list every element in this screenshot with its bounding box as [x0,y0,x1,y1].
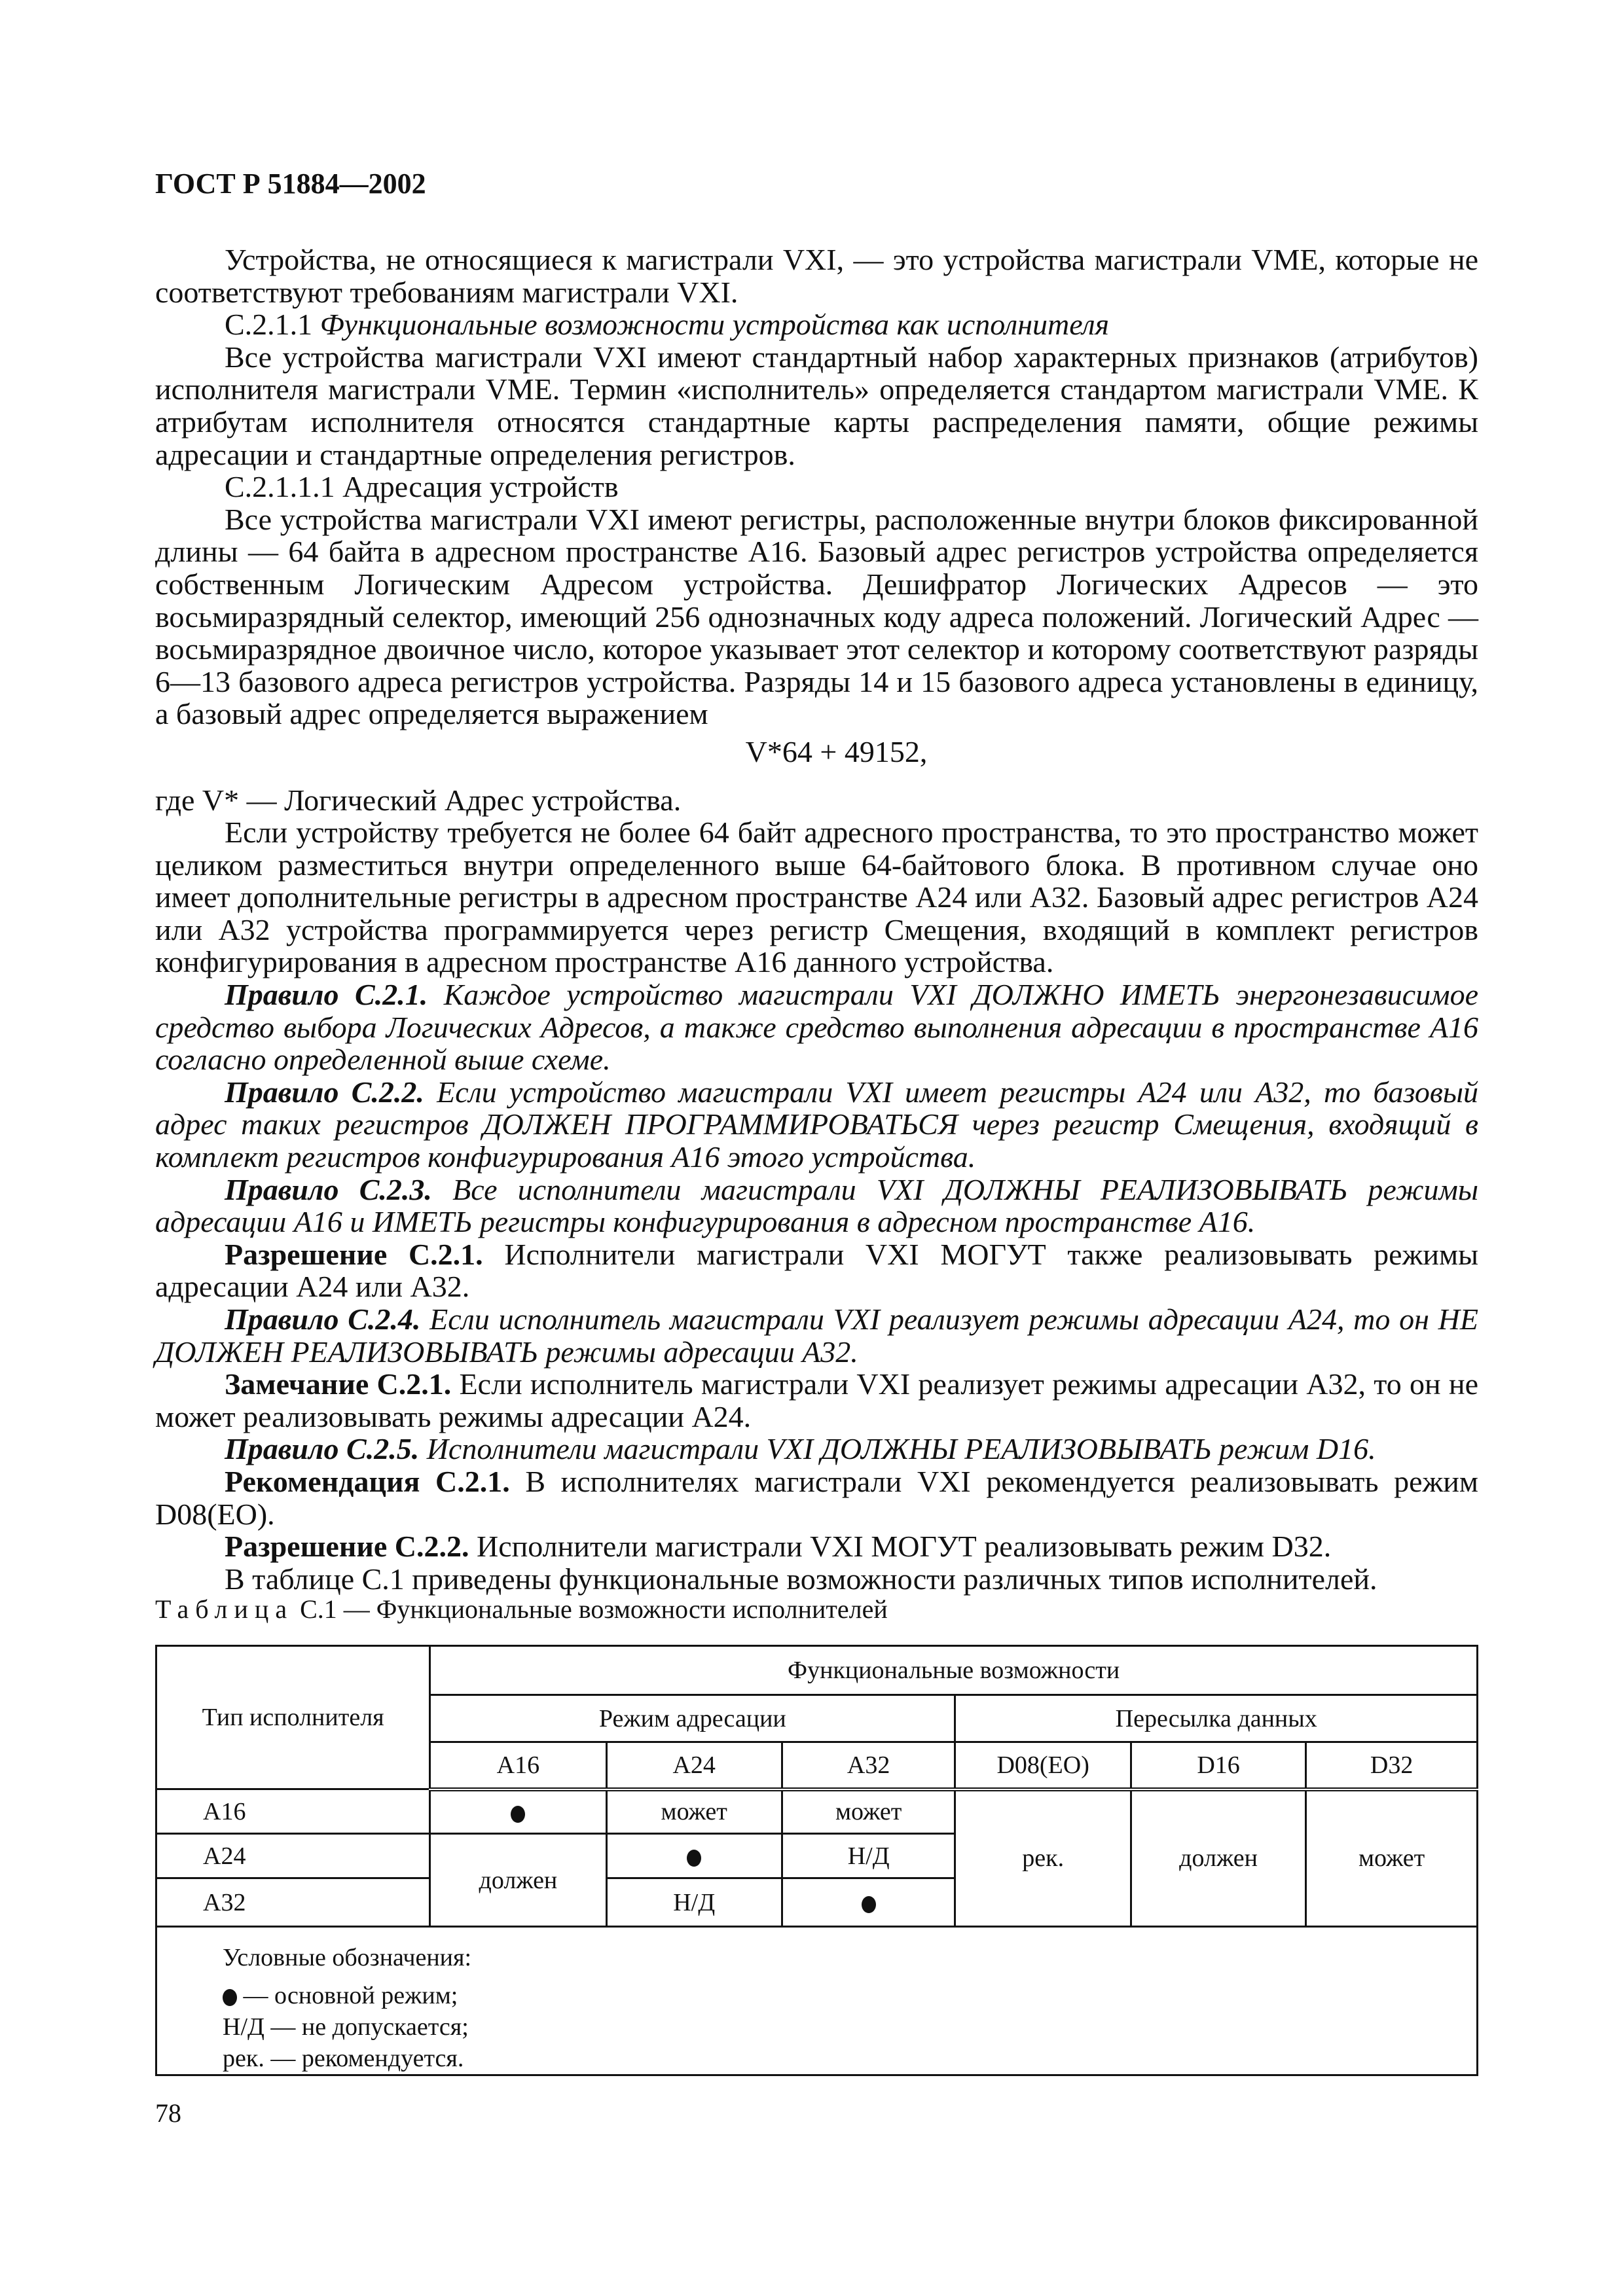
subsection-heading: С.2.1.1.1 Адресация устройств [225,470,619,504]
primary-mode-bullet-icon [862,1896,876,1913]
cell-d16: должен [1131,1789,1305,1927]
rule-text: Исполнители магистрали VXI ДОЛЖНЫ РЕАЛИЗОВЫВАТЬ режим D16. [419,1432,1376,1466]
cell-d32: может [1306,1789,1478,1927]
caption-text: С.1 — Функциональные возможности исполнителей [293,1594,888,1624]
paragraph: Устройства, не относящиеся к магистрали VXI, — это устройства магистрали VME, которые не соответствуют требованиям магистрали VXI. [155,243,1478,309]
caption-word: Таблица [155,1594,294,1624]
header-type: Тип исполнителя [156,1646,430,1789]
rule-c22 [155,1076,1478,1174]
section-heading [155,308,1478,341]
recommendation-c21 [155,1465,1478,1530]
section-number: С.2.1.1 [225,308,320,342]
col-header: D16 [1131,1742,1305,1789]
rule-text: Если устройство магистрали VXI имеет регистры А24 или А32, то базовый адрес таких регистров ДОЛЖЕН ПРОГРАММИРОВАТЬСЯ через регистр Смещения, входящий в комплект регистров конфигурирования А16 этого устройства. [155,1075,1478,1174]
legend-title: Условные обозначения: [223,1944,472,1971]
row-type: А32 [156,1878,430,1927]
recommendation-label: Рекомендация С.2.1. [225,1464,510,1498]
col-header: А24 [606,1742,782,1789]
rule-c23 [155,1174,1478,1238]
rule-label: Правило С.2.5. [225,1432,420,1466]
permission-label: Разрешение С.2.1. [225,1237,483,1271]
note-c21 [155,1368,1478,1433]
note-label: Замечание С.2.1. [225,1367,452,1401]
paragraph: В таблице С.1 приведены функциональные возможности различных типов исполнителей. [225,1562,1377,1596]
rule-label: Правило С.2.2. [225,1075,424,1109]
cell-a16-shared: должен [430,1834,606,1927]
table-row [156,1789,1478,1834]
rule-c21 [155,978,1478,1076]
row-type: А24 [156,1834,430,1878]
table-caption [155,1594,888,1624]
cell [606,1834,782,1878]
row-type: А16 [156,1789,430,1834]
permission-c21 [155,1238,1478,1303]
recommendation-text: В исполнителях магистрали VXI рекомендуется реализовывать режим D08(EO). [155,1464,1478,1531]
permission-text: Исполнители магистрали VXI МОГУТ также реализовывать режимы адресации А24 или А32. [155,1237,1478,1304]
primary-mode-bullet-icon [687,1850,701,1867]
cell: Н/Д [782,1834,955,1878]
rule-c25 [155,1433,1478,1465]
rule-text: Если исполнитель магистрали VXI реализует режимы адресации А24, то он НЕ ДОЛЖЕН РЕАЛИЗОВЫВАТЬ режимы адресации А32. [155,1302,1478,1369]
legend-item: рек. — рекомендуется. [223,2045,464,2072]
paragraph: Все устройства магистрали VXI имеют стандартный набор характерных признаков (атрибутов) исполнителя магистрали VME. Термин «исполнитель» определяется стандартом магистрали VME. К атрибутам исполнителя относятся стандартные карты распределения памяти, общие режимы адресации и стандартные определения регистров. [155,340,1478,471]
col-header: А32 [782,1742,955,1789]
header-data-transfer: Пересылка данных [955,1695,1478,1742]
note-text: Если исполнитель магистрали VXI реализует режимы адресации А32, то он не может реализовывать режимы адресации А24. [155,1367,1478,1433]
paragraph: где V* — Логический Адрес устройства. [155,783,682,817]
formula: V*64 + 49152, [745,734,928,768]
cell [430,1789,606,1834]
rule-text: Каждое устройство магистрали VXI ДОЛЖНО ИМЕТЬ энергонезависимое средство выбора Логических Адресов, а также средство выполнения адресации в пространстве А16 согласно определенной выше схеме. [155,978,1478,1077]
rule-label: Правило С.2.3. [225,1172,432,1206]
rule-label: Правило С.2.1. [225,978,428,1012]
rule-c24 [155,1303,1478,1368]
permission-c22 [155,1530,1478,1563]
rule-text: Все исполнители магистрали VXI ДОЛЖНЫ РЕАЛИЗОВЫВАТЬ режимы адресации А16 и ИМЕТЬ регистры конфигурирования в адресном пространстве А16. [155,1172,1478,1239]
col-header: D32 [1306,1742,1478,1789]
cell-d08: рек. [955,1789,1131,1927]
rule-label: Правило С.2.4. [225,1302,421,1336]
cell: может [782,1789,955,1834]
paragraph: Все устройства магистрали VXI имеют регистры, расположенные внутри блоков фиксированной длины — 64 байта в адресном пространстве А16. Базовый адрес регистров устройства определяется собственным Логическим Адресом устройства. Дешифратор Логических Адресов — это восьмиразрядный селектор, имеющий 256 однозначных коду адреса положений. Логический Адрес — восьмиразрядное двоичное число, которое указывает этот селектор и которому соответствуют разряды 6—13 базового адреса регистров устройства. Разряды 14 и 15 базового адреса установлены в единицу, а базовый адрес определяется выражением [155,502,1478,731]
section-title: Функциональные возможности устройства как исполнителя [319,308,1109,342]
cell: Н/Д [606,1878,782,1927]
legend-item [223,1980,1476,2011]
header-addressing: Режим адресации [430,1695,955,1742]
capabilities-table [155,1645,1478,2076]
cell: может [606,1789,782,1834]
legend-item: Н/Д — не допускается; [223,2013,469,2041]
cell [782,1878,955,1927]
col-header: А16 [430,1742,606,1789]
primary-mode-bullet-icon [223,1989,237,2006]
page-number: 78 [155,2098,181,2128]
table-legend [156,1927,1478,2075]
permission-label: Разрешение С.2.2. [225,1530,469,1564]
paragraph: Если устройству требуется не более 64 байт адресного пространства, то это пространство может целиком разместиться внутри определенного выше 64-байтового блока. В противном случае оно имеет дополнительные регистры в адресном пространстве А24 или А32. Базовый адрес регистров А24 или А32 устройства программируется через регистр Смещения, входящий в комплект регистров конфигурирования в адресном пространстве А16 данного устройства. [155,816,1479,979]
document-header: ГОСТ Р 51884—2002 [155,168,426,200]
col-header: D08(EO) [955,1742,1131,1789]
body-text [155,243,1478,1595]
permission-text: Исполнители магистрали VXI МОГУТ реализовывать режим D32. [469,1530,1332,1564]
legend-text: — основной режим; [237,1982,458,2009]
primary-mode-bullet-icon [511,1806,525,1823]
header-capabilities: Функциональные возможности [430,1646,1478,1695]
